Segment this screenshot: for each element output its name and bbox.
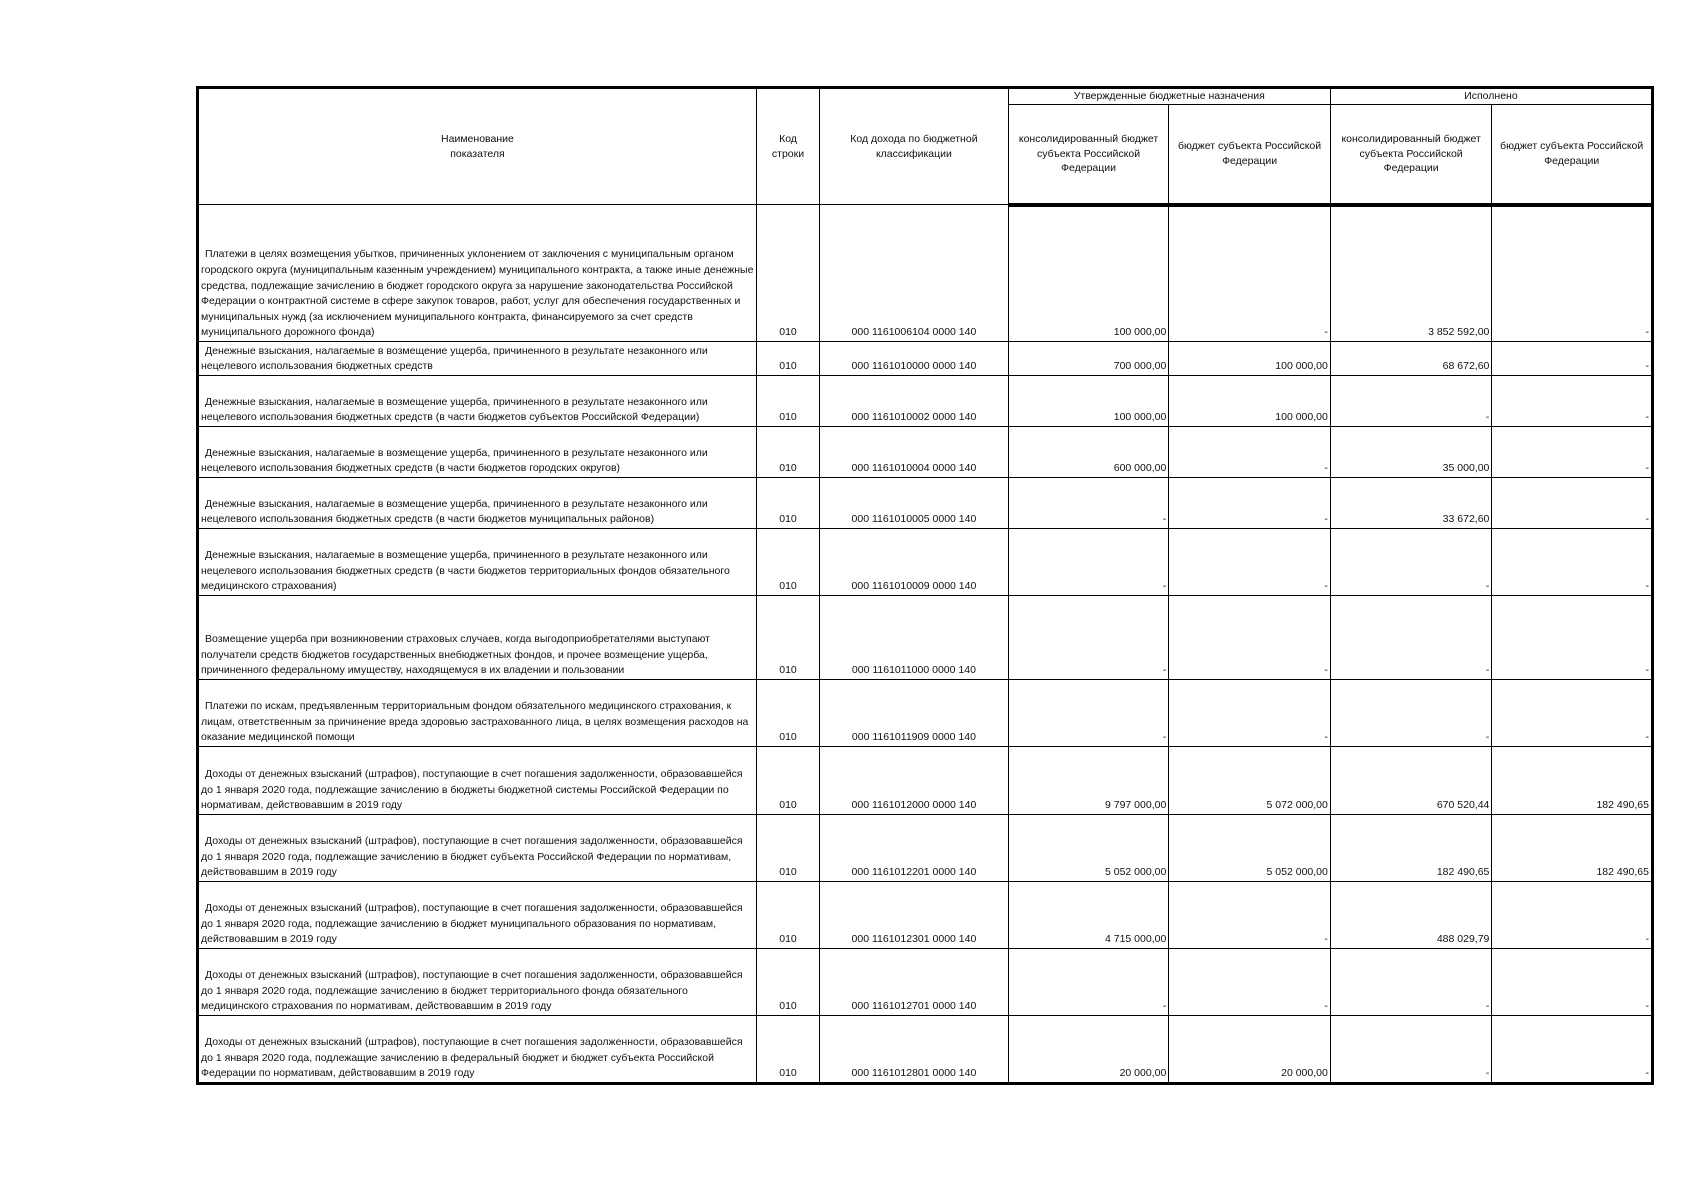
row-dohod: 000 1161006104 0000 140 (820, 205, 1009, 342)
row-kod: 010 (756, 529, 819, 596)
row-executed-subject: 182 490,65 (1492, 815, 1653, 882)
row-executed-subject: 182 490,65 (1492, 747, 1653, 815)
row-approved-consolidated: - (1008, 949, 1169, 1016)
row-executed-subject: - (1492, 376, 1653, 427)
row-dohod: 000 1161012301 0000 140 (820, 882, 1009, 949)
table-row (198, 596, 1653, 680)
header-executed-consolidated: консолидированный бюджет субъекта Российской Федерации (1330, 105, 1492, 205)
row-dohod: 000 1161012201 0000 140 (820, 815, 1009, 882)
row-executed-consolidated: - (1330, 376, 1492, 427)
row-name: Денежные взыскания, налагаемые в возмещение ущерба, причиненного в результате незаконного или нецелевого использования бюджетных средств (в части бюджетов субъектов Российской Федерации) (198, 376, 757, 427)
row-approved-subject: 5 072 000,00 (1169, 747, 1331, 815)
row-approved-consolidated: 600 000,00 (1008, 427, 1169, 478)
row-executed-consolidated: 488 029,79 (1330, 882, 1492, 949)
row-name: Доходы от денежных взысканий (штрафов), поступающие в счет погашения задолженности, образовавшейся до 1 января 2020 года, подлежащие зачислению в бюджет субъекта Российской Федерации по нормативам, действовавшим в 2019 году (198, 815, 757, 882)
row-kod: 010 (756, 747, 819, 815)
row-approved-subject: - (1169, 949, 1331, 1016)
row-executed-consolidated: 670 520,44 (1330, 747, 1492, 815)
row-name: Доходы от денежных взысканий (штрафов), поступающие в счет погашения задолженности, образовавшейся до 1 января 2020 года, подлежащие зачислению в бюджеты бюджетной системы Российской Федерации по нормативам, действовавшим в 2019 году (198, 747, 757, 815)
row-executed-subject: - (1492, 596, 1653, 680)
row-executed-consolidated: - (1330, 529, 1492, 596)
row-approved-consolidated: 700 000,00 (1008, 342, 1169, 376)
row-approved-subject: - (1169, 529, 1331, 596)
table-row (198, 376, 1653, 427)
header-group-executed: Исполнено (1330, 88, 1652, 105)
row-kod: 010 (756, 882, 819, 949)
row-kod: 010 (756, 342, 819, 376)
row-executed-consolidated: 182 490,65 (1330, 815, 1492, 882)
row-approved-subject: - (1169, 427, 1331, 478)
row-dohod: 000 1161010002 0000 140 (820, 376, 1009, 427)
row-executed-subject: - (1492, 529, 1653, 596)
row-kod: 010 (756, 427, 819, 478)
table-row (198, 680, 1653, 747)
row-approved-subject: 20 000,00 (1169, 1016, 1331, 1084)
row-executed-subject: - (1492, 949, 1653, 1016)
row-dohod: 000 1161012801 0000 140 (820, 1016, 1009, 1084)
row-executed-consolidated: 3 852 592,00 (1330, 205, 1492, 342)
budget-report-table (196, 86, 1654, 1085)
row-approved-subject: 5 052 000,00 (1169, 815, 1331, 882)
row-executed-subject: - (1492, 680, 1653, 747)
row-approved-subject: - (1169, 205, 1331, 342)
row-dohod: 000 1161010005 0000 140 (820, 478, 1009, 529)
header-group-approved: Утвержденные бюджетные назначения (1008, 88, 1330, 105)
row-approved-consolidated: - (1008, 478, 1169, 529)
header-approved-subject: бюджет субъекта Российской Федерации (1169, 105, 1331, 205)
table-row (198, 427, 1653, 478)
row-kod: 010 (756, 949, 819, 1016)
row-kod: 010 (756, 680, 819, 747)
row-executed-consolidated: - (1330, 596, 1492, 680)
row-name: Денежные взыскания, налагаемые в возмещение ущерба, причиненного в результате незаконного или нецелевого использования бюджетных средств (в части бюджетов городских округов) (198, 427, 757, 478)
row-name: Денежные взыскания, налагаемые в возмещение ущерба, причиненного в результате незаконного или нецелевого использования бюджетных средств (в части бюджетов территориальных фондов обязательного медицинского страхования) (198, 529, 757, 596)
row-executed-subject: - (1492, 427, 1653, 478)
table-row (198, 949, 1653, 1016)
row-dohod: 000 1161010004 0000 140 (820, 427, 1009, 478)
header-executed-subject: бюджет субъекта Российской Федерации (1492, 105, 1653, 205)
table-row (198, 882, 1653, 949)
header-dohod: Код дохода по бюджетной классификации (820, 88, 1009, 205)
row-name: Платежи в целях возмещения убытков, причиненных уклонением от заключения с муниципальным органом городского округа (муниципальным казенным учреждением) муниципального контракта, а также иные денежные средства, подлежащие зачислению в бюджет городского округа за нарушение законодательства Российской Федерации о контрактной системе в сфере закупок товаров, работ, услуг для обеспечения государственных и муниципальных нужд (за исключением муниципального контракта, финансируемого за счет средств муниципального дорожного фонда) (198, 205, 757, 342)
row-dohod: 000 1161011000 0000 140 (820, 596, 1009, 680)
table-body (198, 205, 1653, 1084)
row-kod: 010 (756, 205, 819, 342)
row-kod: 010 (756, 376, 819, 427)
row-approved-consolidated: - (1008, 596, 1169, 680)
row-dohod: 000 1161010000 0000 140 (820, 342, 1009, 376)
row-approved-consolidated: 5 052 000,00 (1008, 815, 1169, 882)
table-row (198, 747, 1653, 815)
row-executed-subject: - (1492, 205, 1653, 342)
row-approved-consolidated: 100 000,00 (1008, 205, 1169, 342)
row-dohod: 000 1161011909 0000 140 (820, 680, 1009, 747)
row-dohod: 000 1161012701 0000 140 (820, 949, 1009, 1016)
table-row (198, 1016, 1653, 1084)
row-approved-subject: - (1169, 680, 1331, 747)
row-approved-consolidated: 100 000,00 (1008, 376, 1169, 427)
row-dohod: 000 1161012000 0000 140 (820, 747, 1009, 815)
row-executed-consolidated: - (1330, 680, 1492, 747)
row-executed-consolidated: - (1330, 949, 1492, 1016)
row-name: Доходы от денежных взысканий (штрафов), поступающие в счет погашения задолженности, образовавшейся до 1 января 2020 года, подлежащие зачислению в бюджет территориального фонда обязательного медицинского страхования по нормативам, действовавшим в 2019 году (198, 949, 757, 1016)
row-approved-consolidated: 9 797 000,00 (1008, 747, 1169, 815)
row-kod: 010 (756, 596, 819, 680)
row-name: Денежные взыскания, налагаемые в возмещение ущерба, причиненного в результате незаконного или нецелевого использования бюджетных средств (в части бюджетов муниципальных районов) (198, 478, 757, 529)
row-approved-subject: - (1169, 478, 1331, 529)
row-name: Доходы от денежных взысканий (штрафов), поступающие в счет погашения задолженности, образовавшейся до 1 января 2020 года, подлежащие зачислению в федеральный бюджет и бюджет субъекта Российской Федерации по нормативам, действовавшим в 2019 году (198, 1016, 757, 1084)
row-approved-consolidated: 20 000,00 (1008, 1016, 1169, 1084)
table-row (198, 478, 1653, 529)
row-executed-consolidated: 35 000,00 (1330, 427, 1492, 478)
row-name: Возмещение ущерба при возникновении страховых случаев, когда выгодоприобретателями выступают получатели средств бюджетов государственных внебюджетных фондов, и прочее возмещение ущерба, причиненного федеральному имуществу, находящемуся в их владении и пользовании (198, 596, 757, 680)
row-approved-consolidated: - (1008, 680, 1169, 747)
row-approved-subject: - (1169, 882, 1331, 949)
row-executed-consolidated: 33 672,60 (1330, 478, 1492, 529)
row-approved-subject: - (1169, 596, 1331, 680)
row-dohod: 000 1161010009 0000 140 (820, 529, 1009, 596)
row-kod: 010 (756, 815, 819, 882)
header-name: Наименование показателя (198, 88, 757, 205)
row-name: Денежные взыскания, налагаемые в возмещение ущерба, причиненного в результате незаконного или нецелевого использования бюджетных средств (198, 342, 757, 376)
header-kod: Код строки (756, 88, 819, 205)
row-executed-consolidated: 68 672,60 (1330, 342, 1492, 376)
row-approved-subject: 100 000,00 (1169, 376, 1331, 427)
table-row (198, 529, 1653, 596)
row-kod: 010 (756, 1016, 819, 1084)
row-approved-consolidated: 4 715 000,00 (1008, 882, 1169, 949)
row-name: Платежи по искам, предъявленным территориальным фондом обязательного медицинского страхования, к лицам, ответственным за причинение вреда здоровью застрахованного лица, в целях возмещения расходов на оказание медицинской помощи (198, 680, 757, 747)
table-row (198, 815, 1653, 882)
row-executed-subject: - (1492, 882, 1653, 949)
table-row (198, 342, 1653, 376)
table-row (198, 205, 1653, 342)
row-executed-subject: - (1492, 342, 1653, 376)
row-executed-subject: - (1492, 1016, 1653, 1084)
table-header (198, 88, 1653, 205)
row-name: Доходы от денежных взысканий (штрафов), поступающие в счет погашения задолженности, образовавшейся до 1 января 2020 года, подлежащие зачислению в бюджет муниципального образования по нормативам, действовавшим в 2019 году (198, 882, 757, 949)
row-approved-subject: 100 000,00 (1169, 342, 1331, 376)
row-approved-consolidated: - (1008, 529, 1169, 596)
row-executed-subject: - (1492, 478, 1653, 529)
header-approved-consolidated: консолидированный бюджет субъекта Российской Федерации (1008, 105, 1169, 205)
row-kod: 010 (756, 478, 819, 529)
row-executed-consolidated: - (1330, 1016, 1492, 1084)
